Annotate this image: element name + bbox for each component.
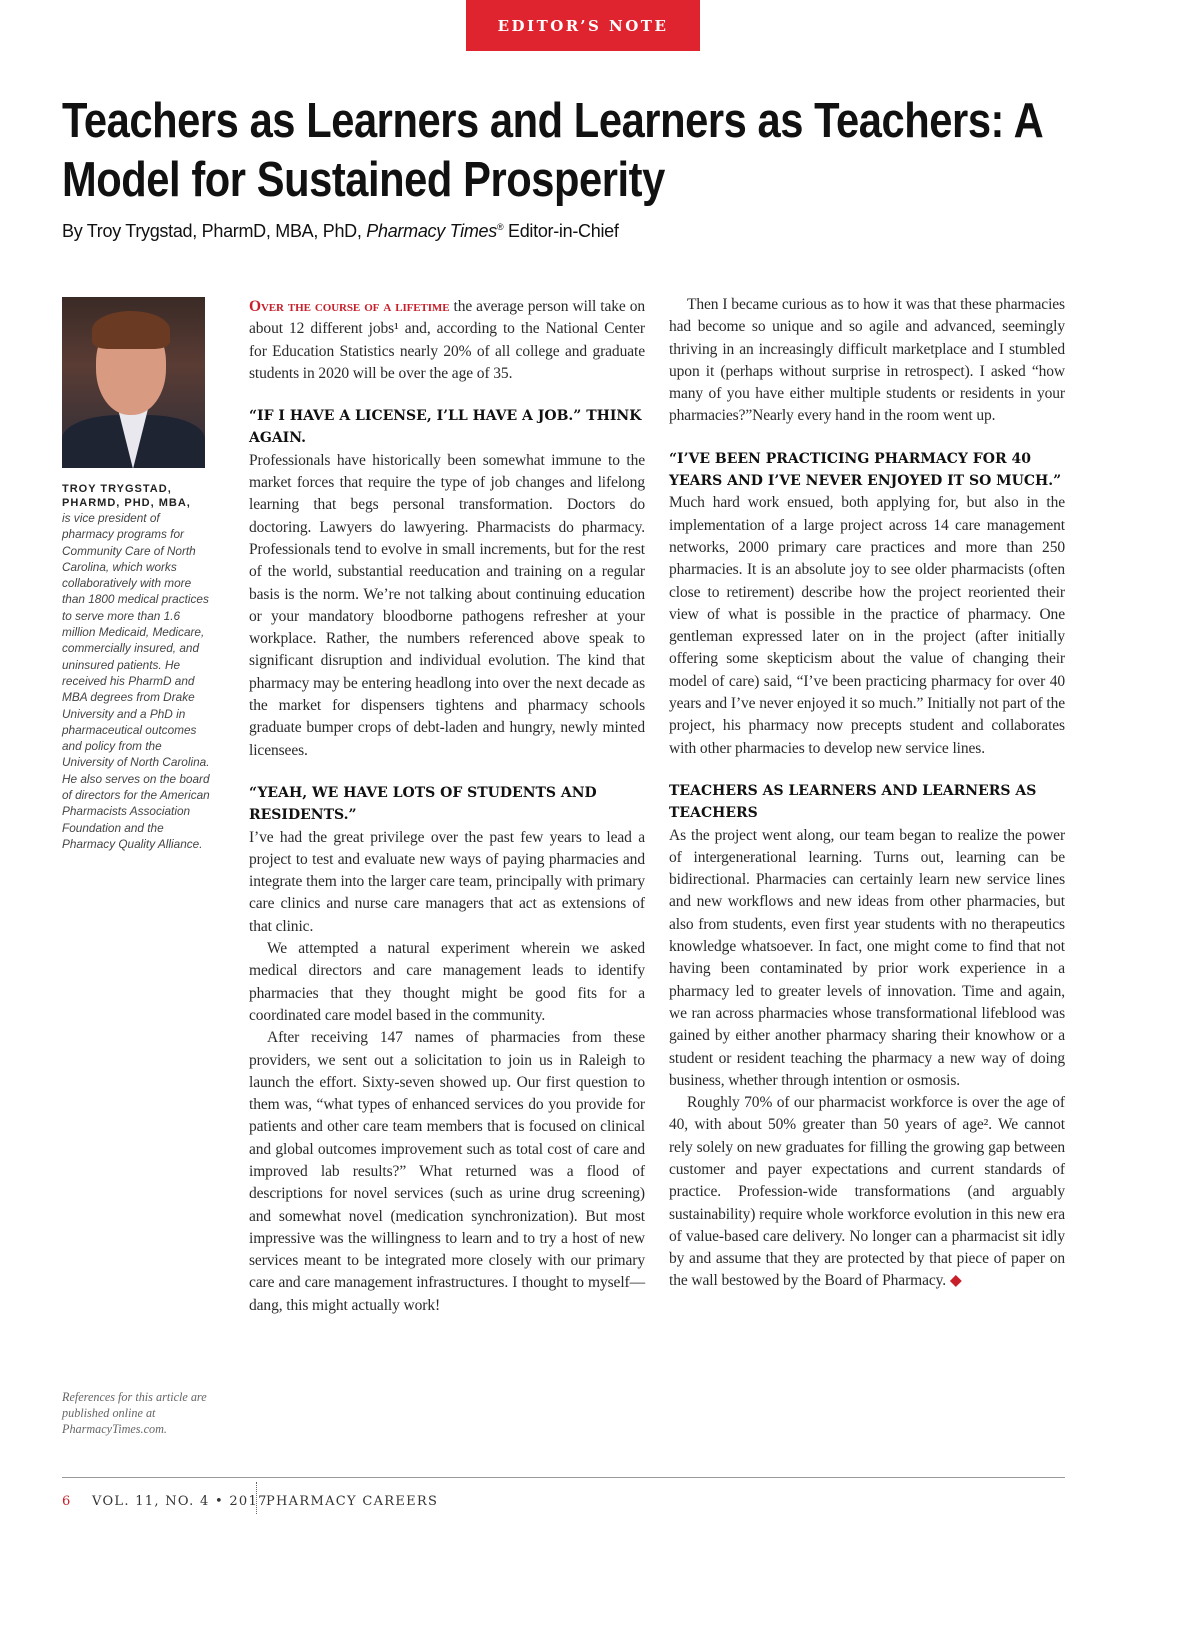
byline-reg: ® xyxy=(496,222,504,232)
byline-publication: Pharmacy Times xyxy=(366,221,497,241)
paragraph: We attempted a natural experiment wherein we asked medical directors and care management leads to identify pharmacies that they thought might be good fits for a coordinated care model based in the community. xyxy=(249,940,645,1024)
paragraph-text: Roughly 70% of our pharmacist workforce is over the age of 40, with about 50% greater than 50 years of age². We cannot rely solely on new graduates for filling the growing gap between customer and payer expectations and current standards of practice. Profession-wide transformations (and arguably sustainability) require whole workforce evolution in this new era of value-based care delivery. No longer can a pharmacist sit idly by and assume that they are protected by that piece of paper on the wall bestowed by the Board of Pharmacy. xyxy=(669,1094,1065,1290)
subheading: “I’VE BEEN PRACTICING PHARMACY FOR 40 YEARS AND I’VE NEVER ENJOYED IT SO MUCH.” xyxy=(669,450,1062,490)
paragraph-text: the average person will take on about 12 different jobs¹ and, according to the National Center for Education Statistics nearly 20% of all college and graduate students in 2020 will be over the age of 35. xyxy=(249,298,646,382)
end-mark-icon: ◆ xyxy=(949,1272,962,1290)
paragraph: Professionals have historically been somewhat immune to the market forces that require the type of job changes and lifelong learning that begs personal transformation. Doctors do doctoring. Lawyers do lawyering. Pharmacists do pharmacy. Professionals tend to evolve in small increments, but for the rest of the world, substantial reeducation and training on a regular basis is the norm. We’re not talking about continuing education or your mandatory bloodborne pathogens refresher at your workplace. Rather, the numbers referenced above speak to significant disruption and individual evolution. The kind that pharmacy may be entering headlong into over the next decade as the market for dispensers tightens and pharmacy schools graduate bumper crops of debt-laden and hungry, newly minted licensees. xyxy=(249,451,645,759)
footer-divider xyxy=(256,1482,257,1514)
footer-rule xyxy=(62,1477,1065,1478)
subheading: “IF I HAVE A LICENSE, I’LL HAVE A JOB.” THINK AGAIN. xyxy=(249,408,642,447)
article-header xyxy=(62,92,1162,242)
page-number: 6 xyxy=(62,1494,72,1509)
lead-in: Over the course of a lifetime xyxy=(249,298,450,315)
paragraph: Much hard work ensued, both applying for, but also in the implementation of a large project across 14 care management networks, 2000 primary care practices and more than 250 pharmacies. It is an absolute joy to see older pharmacists (often close to retirement) describe how the project reoriented their view of what is possible in the practice of pharmacy. One gentleman expressed later on in the project (after initially offering some skepticism about the value of changing their model of care) said, “I’ve been practicing pharmacy for over 40 years and I’ve never enjoyed it so much.” Initially not part of the project, his pharmacy now precepts student and collaborates with other pharmacies to develop new service lines. xyxy=(669,494,1065,757)
paragraph: After receiving 147 names of pharmacies from these providers, we sent out a solicitation to join us in Raleigh to launch the effort. Sixty-seven showed up. Our first question to them was, “what types of enhanced services do you provide for patients and other care team members that is focused on clinical and global outcomes improvement such as total cost of care and improved lab results?” What returned was a flood of descriptions for novel services (such as urine drug screening) and somewhat novel (medication synchronization). But most impressive was the willingness to learn and to try a host of new services meant to be integrated more closely with our primary care and care management infrastructures. I thought to myself—dang, this might actually work! xyxy=(249,1029,645,1314)
subheading: “YEAH, WE HAVE LOTS OF STUDENTS AND RESIDENTS.” xyxy=(249,784,597,824)
column-2 xyxy=(669,294,1065,1293)
byline-prefix: By Troy Trygstad, PharmD, MBA, PhD, xyxy=(62,221,367,241)
paragraph: Then I became curious as to how it was that these pharmacies had become so unique and so agile and advanced, seemingly thriving in an increasingly difficult marketplace and I stumbled upon it (perhaps without surprise in retrospect). I asked “how many of you have either multiple students or residents in your pharmacies?”Nearly every hand in the room went up. xyxy=(669,296,1065,425)
paragraph xyxy=(249,296,645,385)
author-photo xyxy=(62,297,205,468)
paragraph: As the project went along, our team began to realize the power of intergenerational learning. Turns out, learning can be bidirectional. Pharmacies can certainly learn new service lines and new workflows and new ideas from other pharmacies, but also from students, even first year students with no therapeutics knowledge whatsoever. In fact, one might come to find that not having been contaminated by prior work experience in a pharmacy led to greater levels of innovation. Time and again, we ran across pharmacies whose transformational lifeblood was gained by either another pharmacy sharing their knowhow or a student or resident teaching the pharmacy a new way of doing business, whether through intention or osmosis. xyxy=(669,826,1065,1089)
bio-name: TROY TRYGSTAD, PHARMD, PHD, MBA, xyxy=(62,483,191,509)
issue-info: VOL. 11, NO. 4 • 2017 xyxy=(92,1494,268,1509)
references-note: References for this article are published online at PharmacyTimes.com. xyxy=(62,1390,207,1436)
subheading: TEACHERS AS LEARNERS AND LEARNERS AS TEACHERS xyxy=(669,782,1037,822)
author-bio xyxy=(62,482,212,852)
column-1 xyxy=(249,296,645,1317)
paragraph: I’ve had the great privilege over the past few years to lead a project to test and evaluate new ways of paying pharmacies and integrate them into the larger care team, principally with primary care clinics and nurse care managers that act as extensions of that clinic. xyxy=(249,828,645,935)
bio-text: is vice president of pharmacy programs for Community Care of North Carolina, which works collaboratively with more than 1800 medical practices to serve more than 1.6 million Medicaid, Medicare, commercially insured, and uninsured patients. He received his PharmD and MBA degrees from Drake University and a PhD in pharmaceutical outcomes and policy from the University of North Carolina. He also serves on the board of directors for the American Pharmacists Association Foundation and the Pharmacy Quality Alliance. xyxy=(62,511,210,851)
paragraph xyxy=(669,1092,1065,1293)
article-title: Teachers as Learners and Learners as Teachers: A Model for Sustained Prosperity xyxy=(62,94,1042,207)
section-tag: EDITOR’S NOTE xyxy=(466,0,700,51)
byline-suffix: Editor-in-Chief xyxy=(503,221,619,241)
magazine-name: PHARMACY CAREERS xyxy=(266,1494,439,1509)
byline xyxy=(62,216,1162,242)
